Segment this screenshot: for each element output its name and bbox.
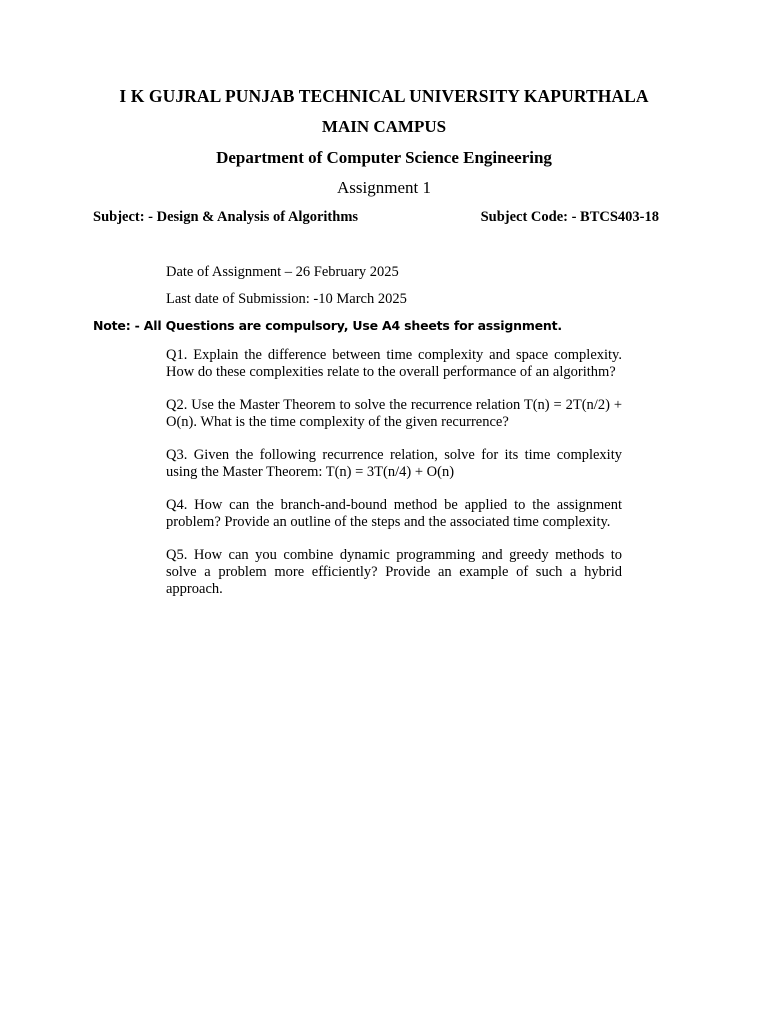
note-text: Note: - All Questions are compulsory, Use A4 sheets for assignment. bbox=[93, 318, 562, 333]
question-1: Q1. Explain the difference between time complexity and space complexity. How do these complexities relate to the overall performance of an algorithm? bbox=[166, 347, 622, 380]
subject-code: Subject Code: - BTCS403-18 bbox=[480, 209, 659, 225]
submission-date: Last date of Submission: -10 March 2025 bbox=[166, 291, 407, 307]
question-4: Q4. How can the branch-and-bound method be applied to the assignment problem? Provide an outline of the steps and the associated time complexity. bbox=[166, 497, 622, 530]
assignment-date: Date of Assignment – 26 February 2025 bbox=[166, 264, 399, 280]
question-2: Q2. Use the Master Theorem to solve the recurrence relation T(n) = 2T(n/2) + O(n). What is the time complexity of the given recurrence? bbox=[166, 397, 622, 430]
subject-name: Subject: - Design & Analysis of Algorithms bbox=[93, 209, 359, 225]
university-title: I K GUJRAL PUNJAB TECHNICAL UNIVERSITY KAPURTHALA bbox=[119, 86, 649, 106]
question-5: Q5. How can you combine dynamic programming and greedy methods to solve a problem more efficiently? Provide an example of such a hybrid approach. bbox=[166, 547, 622, 597]
assignment-title: Assignment 1 bbox=[337, 178, 431, 197]
question-3: Q3. Given the following recurrence relation, solve for its time complexity using the Master Theorem: T(n) = 3T(n/4) + O(n) bbox=[166, 447, 622, 480]
questions-list bbox=[166, 347, 622, 614]
department-title: Department of Computer Science Engineering bbox=[216, 148, 552, 167]
campus-title: MAIN CAMPUS bbox=[321, 117, 447, 136]
